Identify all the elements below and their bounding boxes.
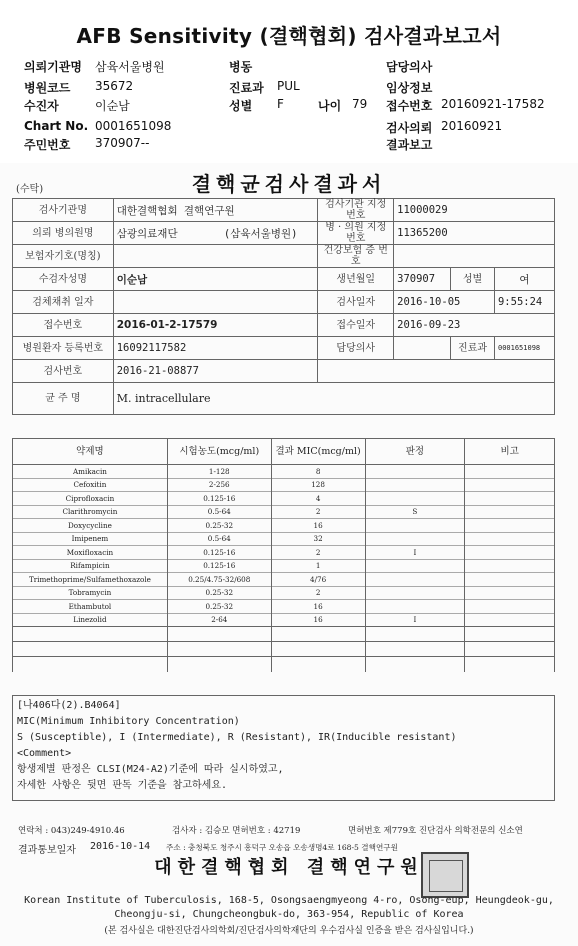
dept-value: PUL (277, 79, 300, 93)
species: M. intracellulare (113, 383, 554, 415)
remarks (465, 559, 555, 573)
institute-address-en-1: Korean Institute of Tuberculosis, 168-5, Osongsaengmyeong 4-ro, Osong-eup, Heungdeok-gu, (24, 895, 554, 906)
empty-cell (365, 642, 465, 657)
lab-code-label: 검사기관 지정번호 (318, 199, 394, 222)
drug-name: Ethambutol (13, 600, 168, 614)
remarks-header: 비고 (465, 439, 555, 465)
interpretation (365, 586, 465, 600)
ref-hosp-label: 의뢰 병의원명 (13, 222, 114, 245)
interpretation-header: 판정 (365, 439, 465, 465)
mic-value: 4 (271, 492, 365, 506)
empty-cell (271, 627, 365, 642)
drug-name: Doxycycline (13, 519, 168, 533)
remarks (465, 519, 555, 533)
patient-name: 이순남 (113, 268, 318, 291)
institute-address-en-2: Cheongju-si, Chungcheongbuk-do, 363-954, Republic of Korea (114, 909, 464, 920)
request-label: 검사의뢰 (386, 121, 433, 135)
patient-name-label: 수검자성명 (13, 268, 114, 291)
mic-value: 32 (271, 532, 365, 546)
test-range: 1-128 (167, 465, 271, 479)
mic-value: 128 (271, 478, 365, 492)
mic-result-header: 결과 MIC(mcg/ml) (271, 439, 365, 465)
remarks (465, 573, 555, 587)
comment-line-4: 자세한 사항은 뒷면 판독 기준을 참고하세요. (17, 780, 228, 791)
remarks (465, 600, 555, 614)
license: 면허번호 제779호 진단검사 의학전문의 신소연 (348, 826, 523, 836)
mic-value: 4/76 (271, 573, 365, 587)
empty-cell (365, 627, 465, 642)
empty-row (13, 642, 555, 657)
test-date: 2016-10-05 (394, 291, 495, 314)
test-date-label: 검사일자 (318, 291, 394, 314)
test-range: 0.125-16 (167, 559, 271, 573)
drug-name: Moxifloxacin (13, 546, 168, 560)
remarks (465, 613, 555, 627)
receipt-no: 2016-01-2-17579 (113, 314, 318, 337)
institution-value: 삼육서울병원 (95, 60, 165, 74)
comment-line-2: S (Susceptible), I (Intermediate), R (Resistant), IR(Inducible resistant) (17, 732, 457, 743)
dept-cell: 0001651098 (494, 337, 554, 360)
drug-row (13, 613, 555, 627)
interpretation (365, 465, 465, 479)
empty-row (13, 657, 555, 672)
reg-no: 16092117582 (113, 337, 318, 360)
collect-value (113, 291, 318, 314)
drug-row (13, 546, 555, 560)
drug-name: Linezolid (13, 613, 168, 627)
age-value: 79 (352, 97, 368, 111)
drug-row (13, 478, 555, 492)
interpretation: S (365, 505, 465, 519)
test-range: 0.125-16 (167, 492, 271, 506)
lab-name-label: 검사기관명 (13, 199, 114, 222)
drug-name: Cefoxitin (13, 478, 168, 492)
examiner: 검사자 : 김승모 면허번호 : 42719 (172, 826, 301, 836)
sex-cell: 여 (494, 268, 554, 291)
empty-cell (167, 627, 271, 642)
id-value: 370907-- (95, 136, 150, 150)
drug-row (13, 505, 555, 519)
test-no-label: 검사번호 (13, 360, 114, 383)
comment-tag: <Comment> (17, 748, 72, 759)
insurance-value (113, 245, 318, 268)
empty-cell (167, 657, 271, 672)
receipt-label: 접수번호 (386, 99, 433, 113)
drug-row (13, 559, 555, 573)
test-range: 0.125-16 (167, 546, 271, 560)
chart-label: Chart No. (24, 119, 89, 133)
contact: 연락처 : 043)249-4910.46 (18, 826, 125, 836)
empty-cell (465, 657, 555, 672)
interpretation (365, 492, 465, 506)
interpretation (365, 532, 465, 546)
drug-name: Tobramycin (13, 586, 168, 600)
sex-value: F (277, 97, 284, 111)
remarks (465, 465, 555, 479)
test-range: 0.25-32 (167, 600, 271, 614)
empty-row (13, 627, 555, 642)
report-title: AFB Sensitivity (결핵협회) 검사결과보고서 (76, 24, 502, 48)
sex-label: 성별 (229, 99, 253, 113)
empty-cell (365, 657, 465, 672)
drug-name: Ciprofloxacin (13, 492, 168, 506)
dept-label: 진료과 (229, 81, 264, 95)
clinical-label: 임상정보 (386, 81, 433, 95)
drug-row (13, 600, 555, 614)
drug-name: Clarithromycin (13, 505, 168, 519)
collect-label: 검체채취 일자 (13, 291, 114, 314)
drug-name: Trimethoprime/Sulfamethoxazole (13, 573, 168, 587)
drug-table (12, 438, 555, 672)
certification-note: (본 검사실은 대한진단검사의학회/진단검사의학재단의 우수검사실 인증을 받은 검사실입니다.) (104, 926, 474, 936)
insurance-label: 보험자기호(명칭) (13, 245, 114, 268)
doctor-label: 담당의사 (386, 60, 433, 74)
drug-name-header: 약제명 (13, 439, 168, 465)
receipt-value: 20160921-17582 (441, 97, 545, 111)
info-table (12, 198, 555, 415)
test-range: 0.25-32 (167, 586, 271, 600)
empty-cell (13, 657, 168, 672)
ins-card-label: 건강보험 증 번 호 (318, 245, 394, 268)
test-range: 0.5-64 (167, 532, 271, 546)
test-range: 2-256 (167, 478, 271, 492)
sex-label-cell: 성별 (451, 268, 495, 291)
empty-cell (465, 627, 555, 642)
comment-line-3: 항생제별 판정은 CLSI(M24-A2)기준에 따라 실시하였고, (17, 764, 284, 775)
mic-value: 16 (271, 600, 365, 614)
drug-name: Rifampicin (13, 559, 168, 573)
ref-hosp-sub: (삼육서울병원) (223, 227, 298, 240)
remarks (465, 492, 555, 506)
test-range: 2-64 (167, 613, 271, 627)
species-label: 균 주 명 (13, 383, 114, 415)
ref-code: 11365200 (394, 222, 555, 245)
empty-cell (271, 642, 365, 657)
remarks (465, 546, 555, 560)
result-label: 결과보고 (386, 138, 433, 152)
corner-mark: (수탁) (16, 184, 44, 195)
reg-label: 병원환자 등록번호 (13, 337, 114, 360)
mic-value: 1 (271, 559, 365, 573)
hospital-code-value: 35672 (95, 79, 134, 93)
result-date: 2016-10-14 (90, 841, 151, 852)
institute-name: 대한결핵협회 결핵연구원 (154, 857, 424, 878)
drug-row (13, 465, 555, 479)
test-range: 0.25-32 (167, 519, 271, 533)
remarks (465, 586, 555, 600)
remarks (465, 478, 555, 492)
interpretation: I (365, 546, 465, 560)
mic-value: 2 (271, 586, 365, 600)
lab-code: 11000029 (394, 199, 555, 222)
ref-hosp: 삼광의료재단 (116, 227, 178, 240)
drug-row (13, 532, 555, 546)
interpretation (365, 559, 465, 573)
age-label: 나이 (318, 99, 342, 113)
chart-value: 0001651098 (95, 119, 172, 133)
result-date-label: 결과통보일자 (18, 845, 76, 856)
drug-row (13, 492, 555, 506)
patient-label: 수진자 (24, 99, 59, 113)
dob: 370907 (394, 268, 451, 291)
empty-cell (167, 642, 271, 657)
address: 주소 : 충청북도 청주시 흥덕구 오송읍 오송생명4로 168-5 결핵연구원 (166, 843, 398, 852)
test-no: 2016-21-08877 (113, 360, 318, 383)
comment-box (12, 695, 555, 801)
sheet-title: 결핵균검사결과서 (191, 172, 387, 196)
empty-cell (271, 657, 365, 672)
remarks (465, 505, 555, 519)
test-range: 0.25/4.75-32/608 (167, 573, 271, 587)
interpretation: I (365, 613, 465, 627)
ins-card-value (394, 245, 555, 268)
remarks (465, 532, 555, 546)
interpretation (365, 573, 465, 587)
interpretation (365, 478, 465, 492)
mic-value: 2 (271, 546, 365, 560)
interpretation (365, 519, 465, 533)
interpretation (365, 600, 465, 614)
hospital-code-label: 병원코드 (24, 81, 71, 95)
receipt-date: 2016-09-23 (394, 314, 555, 337)
test-range: 0.5-64 (167, 505, 271, 519)
drug-row (13, 586, 555, 600)
test-no-spacer (318, 360, 555, 383)
test-time: 9:55:24 (494, 291, 554, 314)
institution-label: 의뢰기관명 (24, 60, 82, 74)
drug-row (13, 519, 555, 533)
drug-row (13, 573, 555, 587)
comment-code: [나406다(2).B4064] (17, 700, 121, 711)
receipt-no-label: 접수번호 (13, 314, 114, 337)
ref-code-label: 병 · 의원 지정번호 (318, 222, 394, 245)
mic-value: 2 (271, 505, 365, 519)
empty-cell (13, 642, 168, 657)
empty-cell (13, 627, 168, 642)
receipt-date-label: 접수일자 (318, 314, 394, 337)
lab-name: 대한결핵협회 결핵연구원 (113, 199, 318, 222)
comment-line-1: MIC(Minimum Inhibitory Concentration) (17, 716, 240, 727)
mic-value: 8 (271, 465, 365, 479)
dept-label-cell: 진료과 (451, 337, 495, 360)
attending-value (394, 337, 451, 360)
mic-value: 16 (271, 613, 365, 627)
test-range-header: 시험농도(mcg/ml) (167, 439, 271, 465)
request-value: 20160921 (441, 119, 503, 133)
patient-value: 이순남 (95, 99, 130, 113)
ref-hosp-cell (113, 222, 318, 245)
drug-name: Amikacin (13, 465, 168, 479)
id-label: 주민번호 (24, 138, 71, 152)
empty-cell (465, 642, 555, 657)
drug-name: Imipenem (13, 532, 168, 546)
ward-label: 병동 (229, 60, 253, 74)
attending-label: 담당의사 (318, 337, 394, 360)
dob-label: 생년월일 (318, 268, 394, 291)
mic-value: 16 (271, 519, 365, 533)
